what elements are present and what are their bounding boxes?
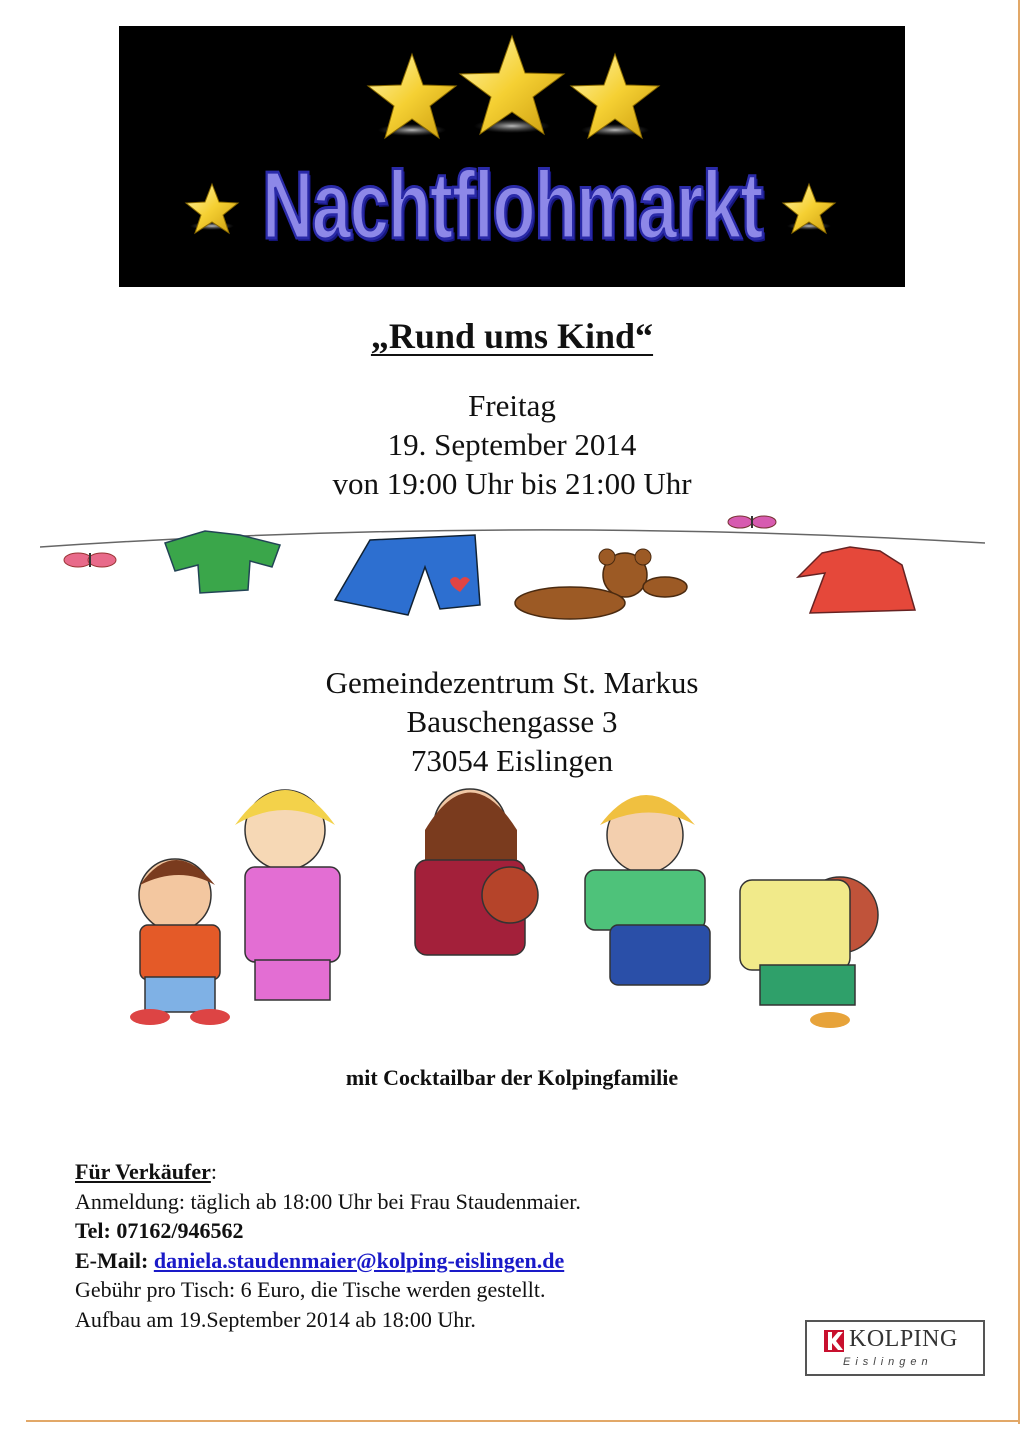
child-figure — [415, 789, 538, 955]
child-figure — [585, 795, 710, 985]
kolping-k-mark — [824, 1330, 844, 1352]
page-frame-bottom — [26, 1420, 1020, 1422]
seller-fee: Gebühr pro Tisch: 6 Euro, die Tische werden gestellt. — [75, 1277, 546, 1302]
event-subtitle — [0, 314, 1024, 358]
teddy-bear-icon — [515, 549, 687, 619]
children-illustration — [70, 785, 950, 1045]
event-venue — [0, 663, 1024, 780]
child-figure — [130, 859, 230, 1025]
butterfly-icon — [64, 553, 116, 567]
seller-heading-colon: : — [210, 1159, 217, 1184]
seller-heading: Für Verkäufer — [75, 1159, 211, 1184]
butterfly-icon — [728, 516, 776, 528]
green-shirt — [165, 531, 280, 593]
seller-phone: Tel: 07162/946562 — [75, 1218, 244, 1243]
blue-trousers — [335, 535, 480, 615]
child-figure — [740, 877, 878, 1028]
subtitle-text: „Rund ums Kind“ — [370, 316, 654, 356]
seller-heading-row — [75, 1157, 581, 1187]
seller-email-label: E-Mail: — [75, 1247, 149, 1273]
seller-registration: Anmeldung: täglich ab 18:00 Uhr bei Frau Staudenmaier. — [75, 1188, 581, 1214]
star-icon — [368, 54, 456, 138]
kolping-logo-icon — [805, 1320, 985, 1376]
seller-setup: Aufbau am 19.September 2014 ab 18:00 Uhr. — [75, 1306, 476, 1332]
star-icon — [460, 36, 564, 134]
banner-title: Nachtflohmarkt — [261, 152, 763, 259]
seller-email-link[interactable]: daniela.staudenmaier@kolping-eislingen.de — [153, 1247, 565, 1273]
title-banner — [119, 26, 905, 287]
seller-email-row — [75, 1246, 581, 1276]
venue-name: Gemeindezentrum St. Markus — [325, 665, 699, 700]
venue-street: Bauschengasse 3 — [406, 704, 618, 739]
red-dress — [798, 547, 915, 613]
event-time: von 19:00 Uhr bis 21:00 Uhr — [332, 466, 692, 501]
kolping-logo-text: KOLPING — [849, 1326, 958, 1352]
event-day: Freitag — [468, 388, 556, 423]
event-date: 19. September 2014 — [387, 427, 637, 462]
cocktail-note: mit Cocktailbar der Kolpingfamilie — [345, 1065, 679, 1090]
child-figure — [235, 790, 340, 1000]
event-datetime — [0, 386, 1024, 503]
venue-city: 73054 Eislingen — [410, 743, 614, 778]
clothesline-illustration — [40, 505, 985, 630]
star-icon — [571, 54, 659, 138]
seller-info — [75, 1157, 581, 1334]
kolping-logo-location: Eislingen — [843, 1356, 933, 1368]
